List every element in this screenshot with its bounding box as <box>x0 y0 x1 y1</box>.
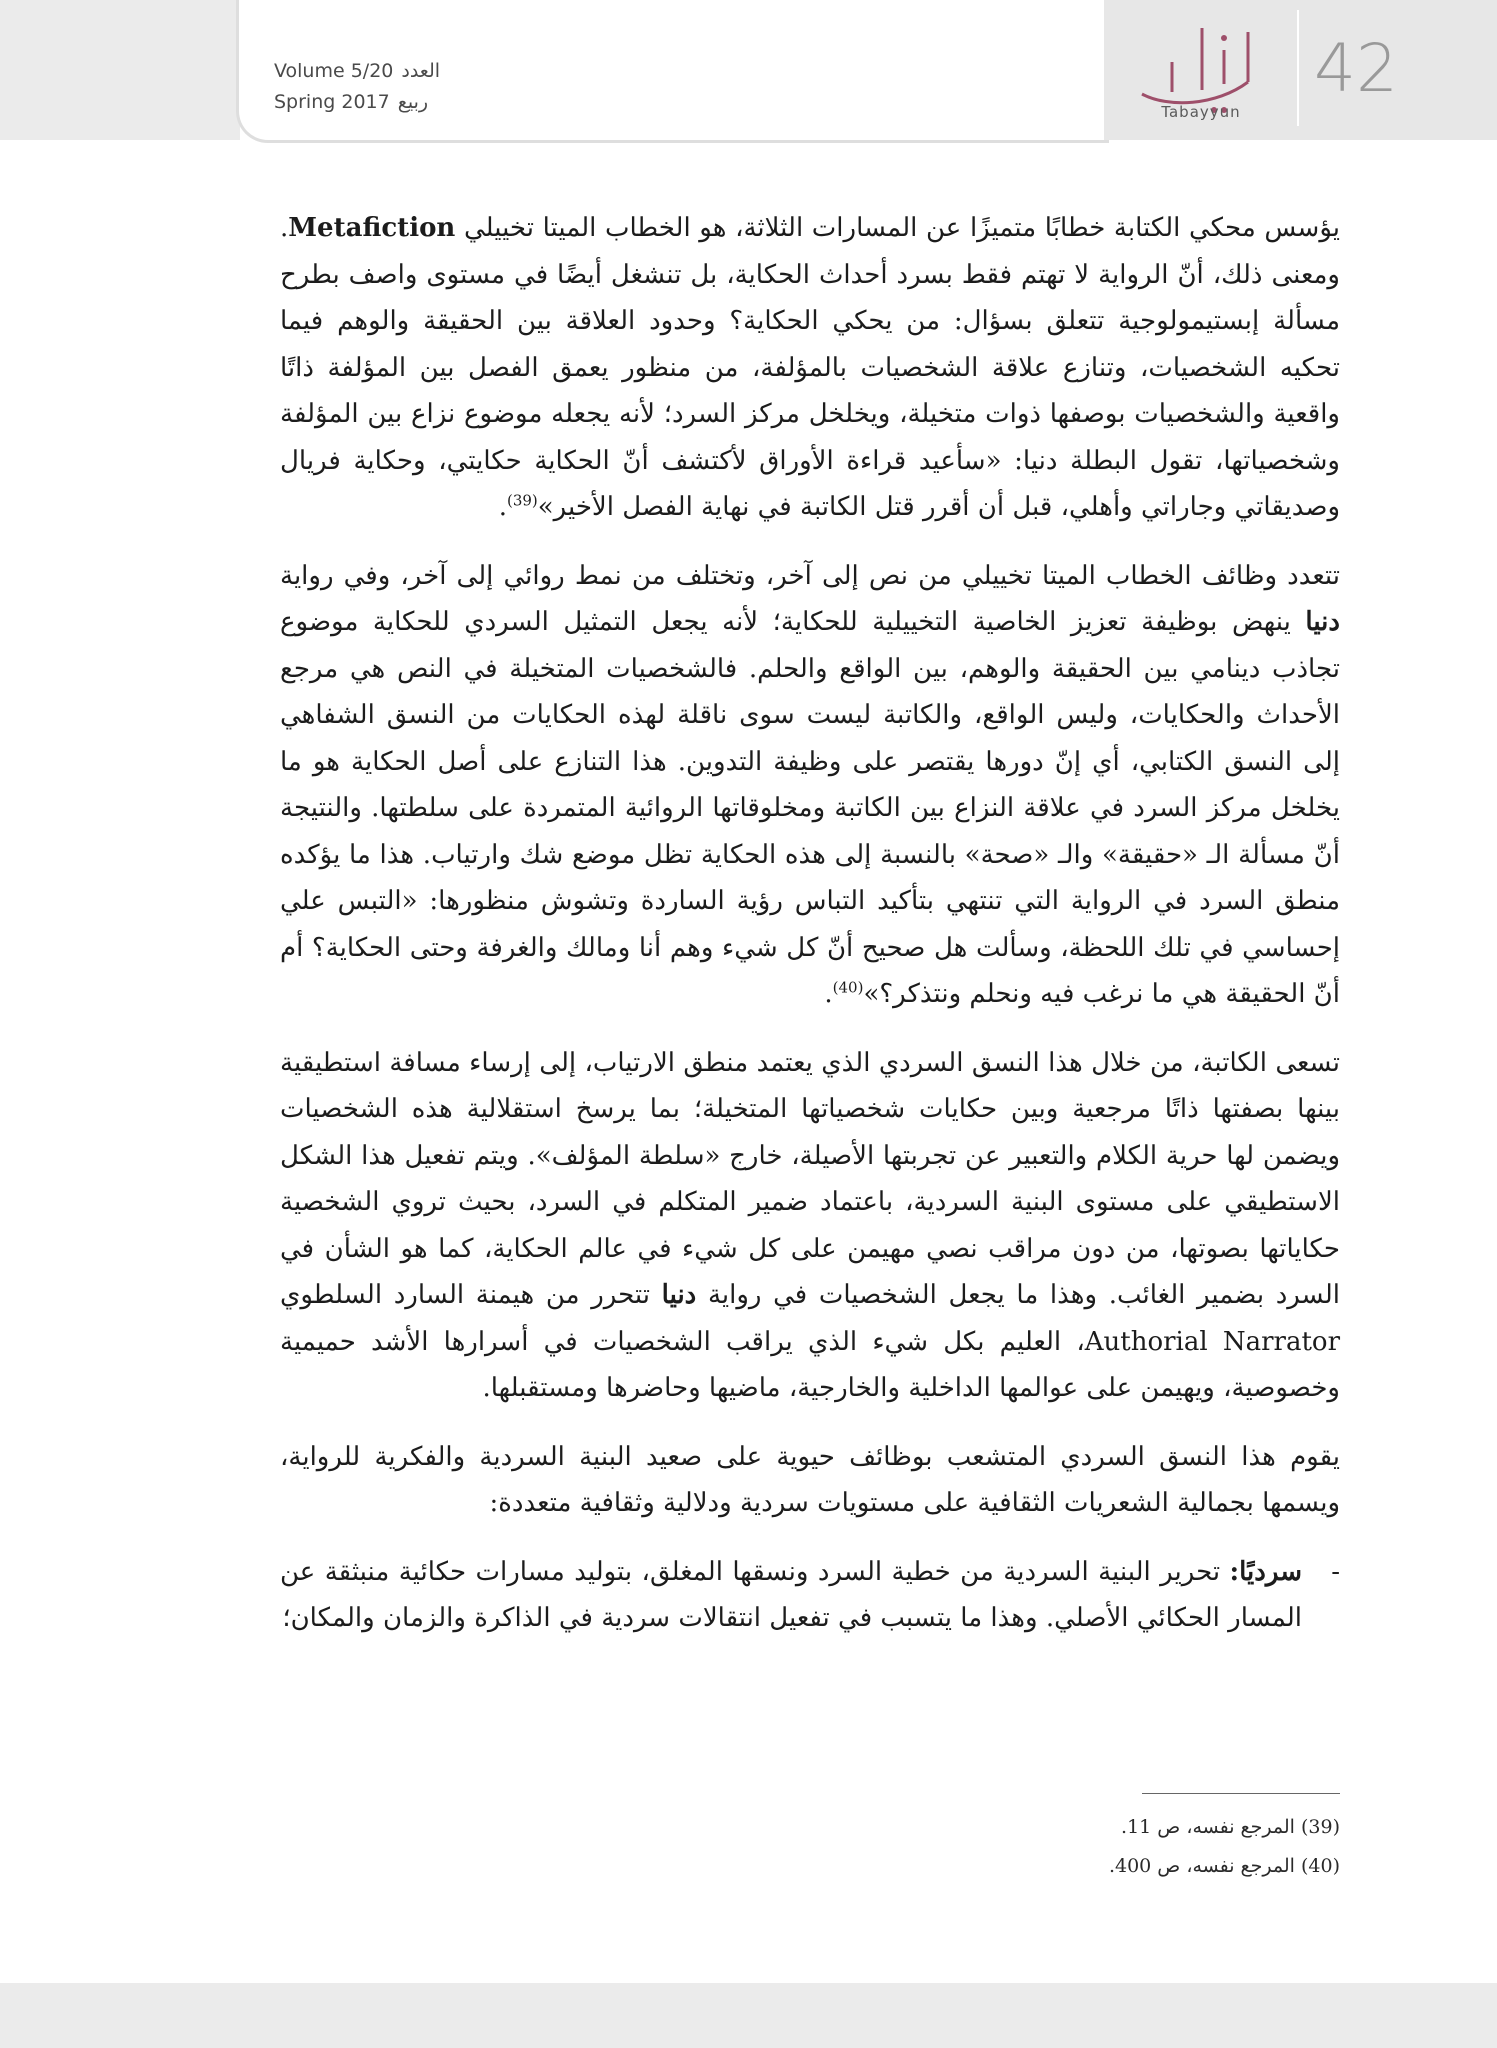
term-authorial-narrator: Authorial Narrator <box>1084 1326 1341 1357</box>
footnotes <box>280 1808 1340 1886</box>
bottom-bar <box>0 1983 1497 2048</box>
footnote-rule <box>1142 1793 1340 1794</box>
volume-label-ar: العدد <box>401 60 441 82</box>
page-number: 42 <box>1314 30 1398 107</box>
footnote-number: (40) <box>1300 1855 1340 1877</box>
logo-latin: Tabayyun <box>1161 103 1241 121</box>
footnote-text: المرجع نفسه، ص 11. <box>1121 1816 1295 1838</box>
issue-info <box>274 56 440 118</box>
bullet-dash: - <box>1331 1556 1340 1587</box>
paragraph-2: تتعدد وظائف الخطاب الميتا تخييلي من نص إلى آخر، وتختلف من نمط روائي إلى آخر، وفي رواية دنيا ينهض بوظيفة تعزيز الخاصية التخييلية للحكاية؛ لأنه يجعل التمثيل السردي للحكاية موضوع تجاذب دينامي بين الحقيقة والوهم، بين الواقع والحلم. فالشخصيات المتخيلة في النص هي مرجع الأحداث والحكايات، وليس الواقع، والكاتبة ليست سوى ناقلة لهذه الحكايات من النسق الشفاهي إلى النسق الكتابي، أي إنّ دورها يقتصر على وظيفة التدوين. هذا التنازع على أصل الحكاية هو ما يخلخل مركز السرد في علاقة النزاع بين الكاتبة ومخلوقاتها الروائية المتمردة على سلطتها. والنتيجة أنّ مسألة الـ «حقيقة» والـ «صحة» بالنسبة إلى هذه الحكاية تظل موضع شك وارتياب. هذا ما يؤكده منطق السرد في الرواية التي تنتهي بتأكيد التباس رؤية الساردة وتشوش منظورها: «التبس علي إحساسي في تلك اللحظة، وسألت هل صحيح أنّ كل شيء وهم أنا ومالك والغرفة وحتى الحكاية؟ أم أنّ الحقيقة هي ما نرغب فيه ونحلم ونتذكر؟»$^{(40)}$. <box>280 560 1340 1009</box>
footnote-ref-39[interactable]: (39) <box>506 491 538 510</box>
header-divider <box>1297 10 1299 126</box>
volume-label: Volume 5/20 <box>274 60 394 82</box>
footnote-ref-40[interactable]: (40) <box>832 978 864 997</box>
term-metafiction: Metafiction <box>288 213 456 243</box>
footnote-39 <box>280 1808 1340 1847</box>
footnote-number: (39) <box>1300 1816 1340 1838</box>
bullet-label: سرديًا: <box>1229 1556 1302 1587</box>
paragraph-3: تسعى الكاتبة، من خلال هذا النسق السردي الذي يعتمد منطق الارتياب، إلى إرساء مسافة استطيقية بينها بصفتها ذاتًا مرجعية وبين حكايات شخصياتها المتخيلة؛ بما يرسخ استقلالية هذه الشخصيات ويضمن لها حرية الكلام والتعبير عن تجربتها الأصيلة، خارج «سلطة المؤلف». ويتم تفعيل هذا الشكل الاستطيقي على مستوى البنية السردية، باعتماد ضمير المتكلم في السرد، بحيث تروي الشخصية حكاياتها بصوتها، من دون مراقب نصي مهيمن على كل شيء في عالم الحكاية، كما هو الشأن في السرد بضمير الغائب. وهذا ما يجعل الشخصيات في رواية دنيا تتحرر من هيمنة السارد السلطوي Authorial Narrator، العليم بكل شيء الذي يراقب الشخصيات في أسرارها الأشد حميمية وخصوصية، ويهيمن على عوالمها الداخلية والخارجية، ماضيها وحاضرها ومستقبلها. <box>280 1047 1341 1403</box>
article-body <box>280 205 1340 1664</box>
novel-title-dunya: دنيا <box>1305 607 1340 637</box>
novel-title-dunya-2: دنيا <box>661 1280 697 1310</box>
bullet-text: تحرير البنية السردية من خطية السرد ونسقها المغلق، بتوليد مسارات حكائية منبثقة عن المسار الحكائي الأصلي. وهذا ما يتسبب في تفعيل انتقالات سردية في الذاكرة والزمان والمكان؛ <box>280 1556 1302 1633</box>
paragraph-1: يؤسس محكي الكتابة خطابًا متميزًا عن المسارات الثلاثة، هو الخطاب الميتا تخييلي Metafiction. ومعنى ذلك، أنّ الرواية لا تهتم فقط بسرد أحداث الحكاية، بل تنشغل أيضًا في مستوى واصف بطرح مسألة إبستيمولوجية تتعلق بسؤال: من يحكي الحكاية؟ وحدود العلاقة بين الحقيقة والوهم فيما تحكيه الشخصيات، وتنازع علاقة الشخصيات بالمؤلفة، من منظور يعمق الفصل بين المؤلفة ذاتًا واقعية والشخصيات بوصفها ذوات متخيلة، ويخلخل مركز السرد؛ لأنه يجعله موضوع نزاع بين المؤلفة وشخصياتها، تقول البطلة دنيا: «سأعيد قراءة الأوراق لأكتشف أنّ الحكاية حكايتي، وحكاية فريال وصديقاتي وجاراتي وأهلي، قبل أن أقرر قتل الكاتبة في نهاية الفصل الأخير»$^{(39)}$. <box>280 213 1340 522</box>
footnote-text: المرجع نفسه، ص 400. <box>1108 1855 1295 1877</box>
paragraph-4: يقوم هذا النسق السردي المتشعب بوظائف حيوية على صعيد البنية السردية والفكرية للرواية، ويسمها بجمالية الشعريات الثقافية على مستويات سردية ودلالية وثقافية متعددة: <box>280 1441 1340 1518</box>
bullet-item <box>280 1549 1340 1642</box>
left-gray-margin <box>0 0 240 140</box>
season-label: Spring 2017 <box>274 91 390 113</box>
footnote-40 <box>280 1847 1340 1886</box>
logo-arabic-text: تبيّن <box>1178 55 1228 90</box>
season-label-ar: ربيع <box>397 91 429 113</box>
